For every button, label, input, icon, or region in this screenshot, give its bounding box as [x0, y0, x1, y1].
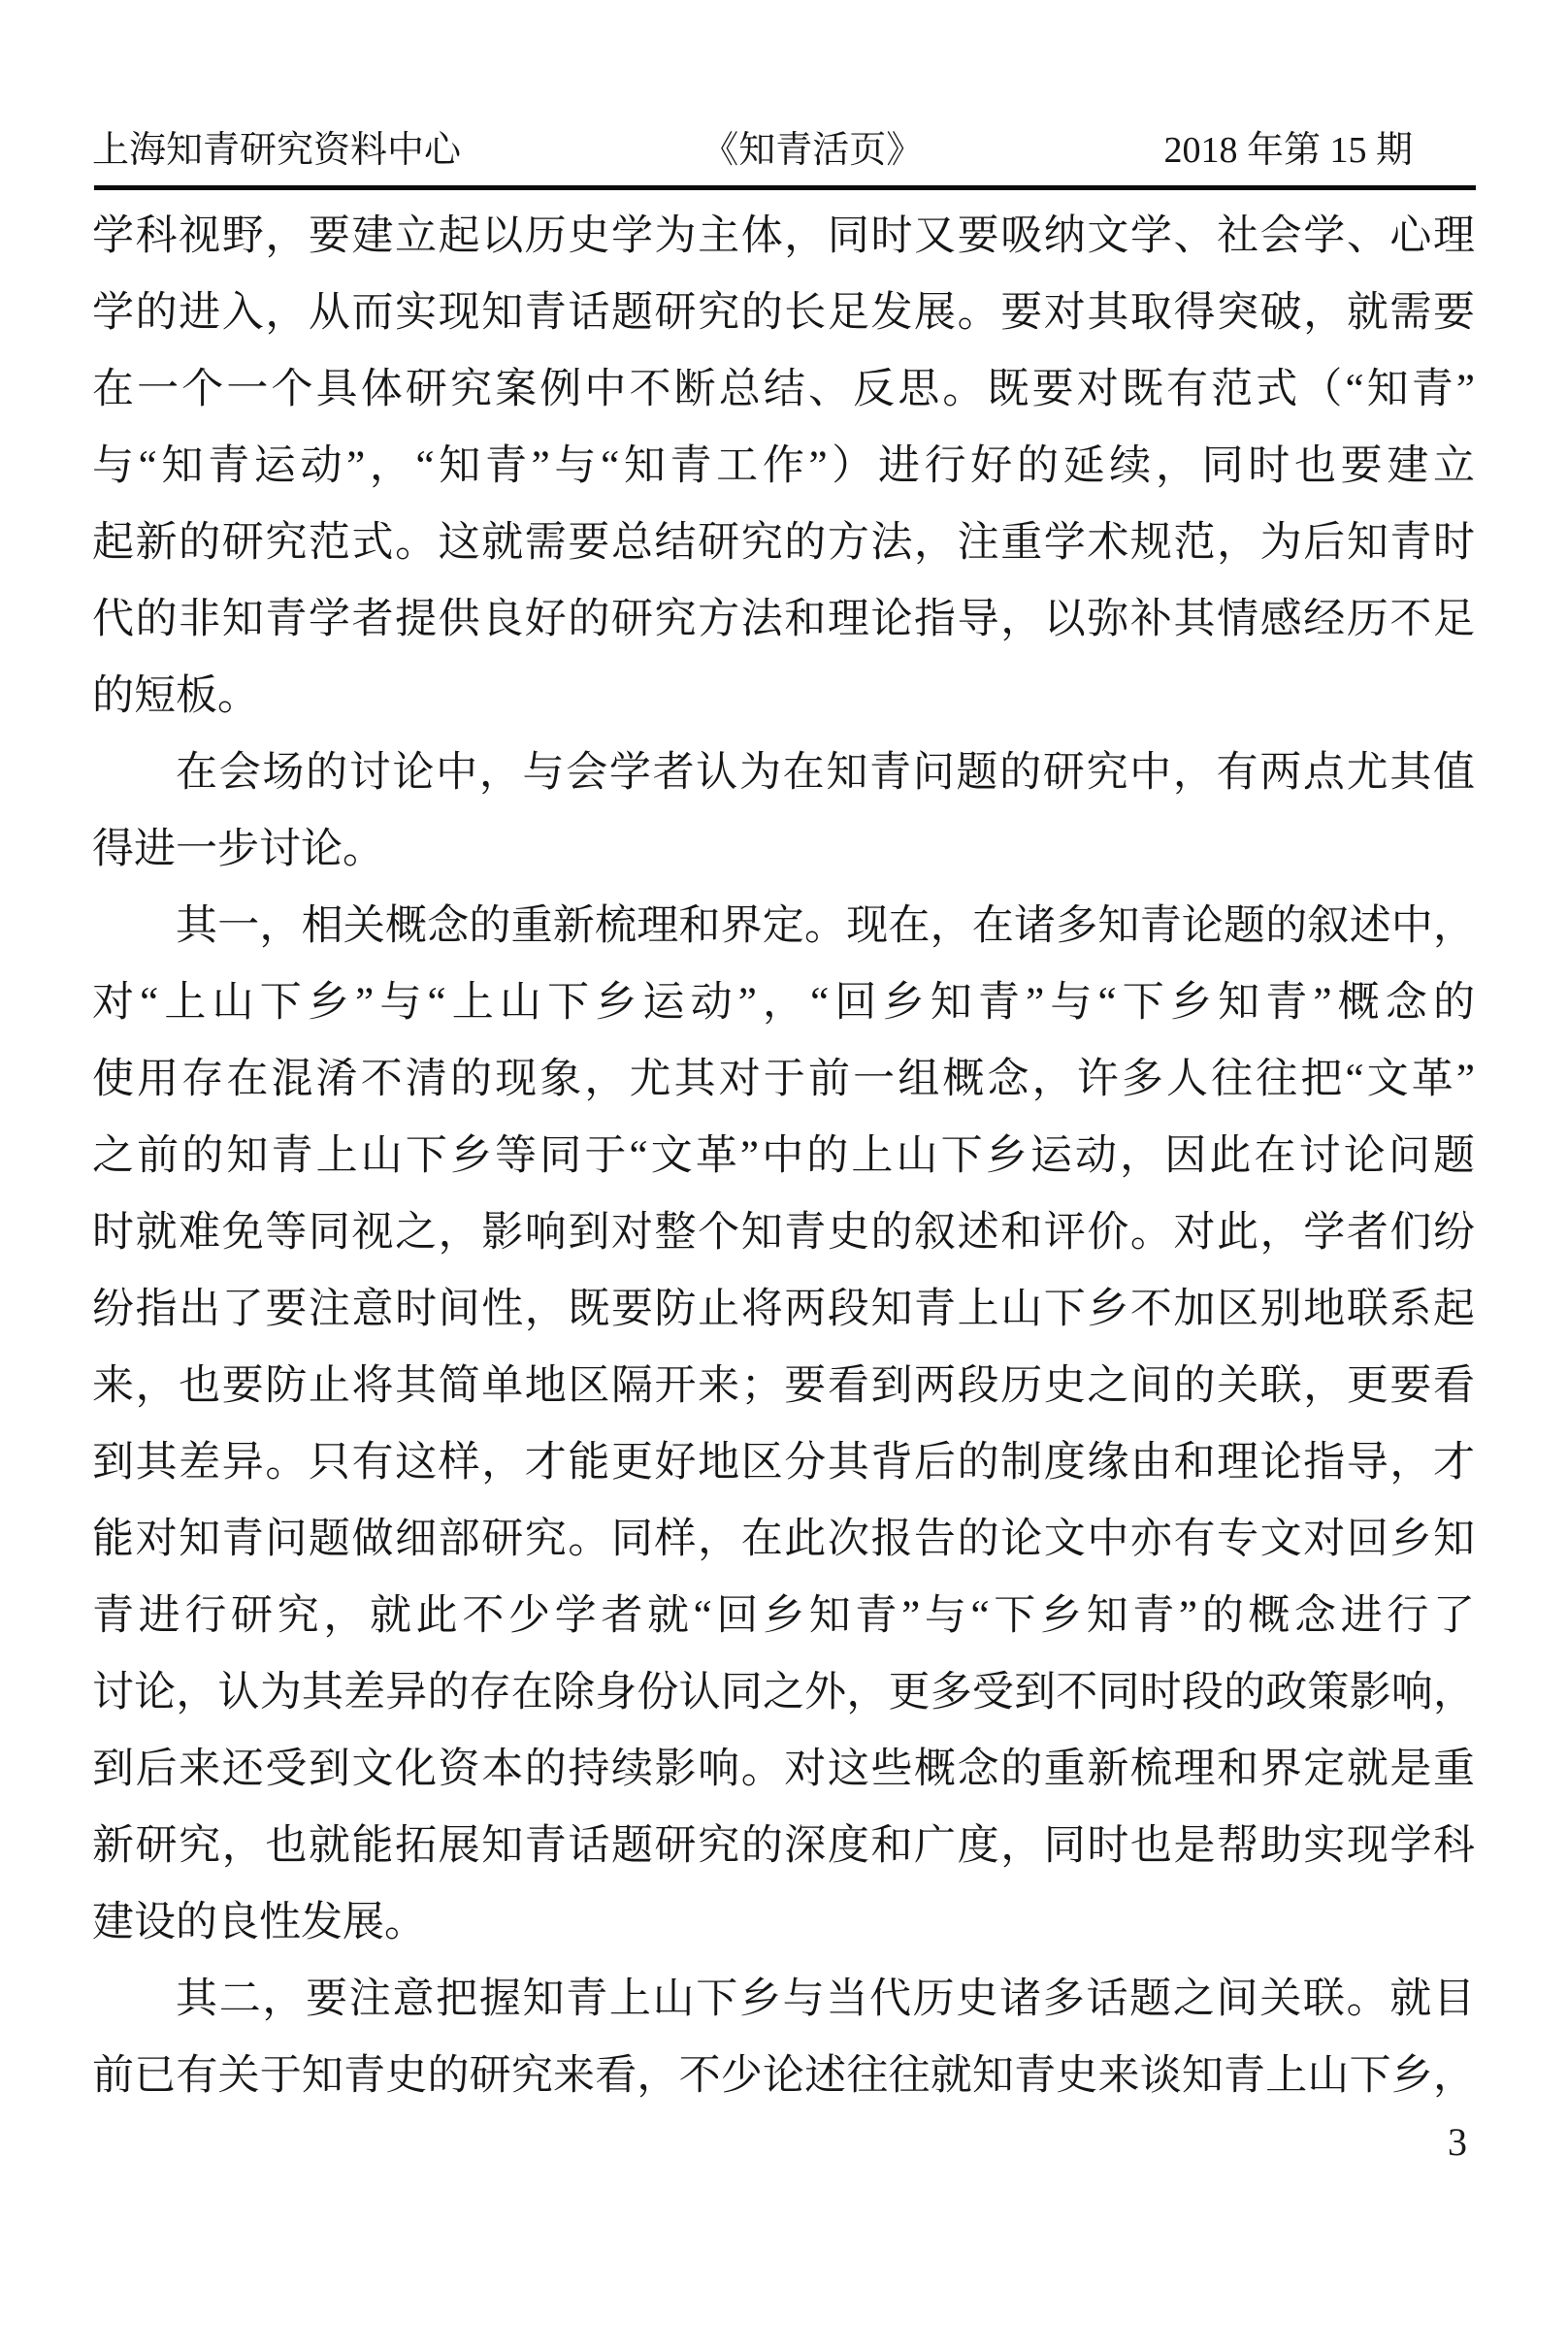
text-line: 新研究，也就能拓展知青话题研究的深度和广度，同时也是帮助实现学科: [92, 1823, 1475, 1869]
text-line: 代的非知青学者提供良好的研究方法和理论指导，以弥补其情感经历不足: [92, 597, 1475, 642]
text-line: 青进行研究，就此不少学者就“回乡知青”与“下乡知青”的概念进行了: [92, 1593, 1475, 1639]
header-publication-title: 《知青活页》: [702, 130, 924, 171]
header-divider: [94, 185, 1476, 190]
text-line: 对“上山下乡”与“上山下乡运动”，“回乡知青”与“下乡知青”概念的: [92, 980, 1475, 1026]
text-line: 其二，要注意把握知青上山下乡与当代历史诸多话题之间关联。就目: [176, 1976, 1475, 2022]
header-issue: 2018 年第 15 期: [1163, 130, 1413, 171]
text-line: 的短板。: [92, 673, 259, 719]
text-line: 学的进入，从而实现知青话题研究的长足发展。要对其取得突破，就需要: [92, 290, 1475, 336]
text-line: 讨论，认为其差异的存在除身份认同之外，更多受到不同时段的政策影响，: [92, 1670, 1475, 1715]
text-line: 到后来还受到文化资本的持续影响。对这些概念的重新梳理和界定就是重: [92, 1747, 1475, 1792]
text-line: 能对知青问题做细部研究。同样，在此次报告的论文中亦有专文对回乡知: [92, 1517, 1475, 1562]
text-line: 前已有关于知青史的研究来看，不少论述往往就知青史来谈知青上山下乡，: [92, 2053, 1475, 2099]
text-line: 学科视野，要建立起以历史学为主体，同时又要吸纳文学、社会学、心理: [92, 213, 1475, 259]
page-header: [92, 128, 1475, 173]
page-number: 3: [1448, 2120, 1467, 2164]
text-line: 其一，相关概念的重新梳理和界定。现在，在诸多知青论题的叙述中，: [176, 903, 1475, 949]
text-line: 纷指出了要注意时间性，既要防止将两段知青上山下乡不加区别地联系起: [92, 1287, 1475, 1332]
text-line: 之前的知青上山下乡等同于“文革”中的上山下乡运动，因此在讨论问题: [92, 1133, 1475, 1179]
text-line: 起新的研究范式。这就需要总结研究的方法，注重学术规范，为后知青时: [92, 520, 1475, 566]
text-line: 在会场的讨论中，与会学者认为在知青问题的研究中，有两点尤其值: [176, 750, 1475, 796]
document-body: [92, 198, 1475, 2114]
text-line: 得进一步讨论。: [92, 827, 384, 872]
text-line: 时就难免等同视之，影响到对整个知青史的叙述和评价。对此，学者们纷: [92, 1210, 1475, 1256]
text-line: 使用存在混淆不清的现象，尤其对于前一组概念，许多人往往把“文革”: [92, 1057, 1475, 1102]
text-line: 在一个一个具体研究案例中不断总结、反思。既要对既有范式（“知青”: [92, 367, 1475, 412]
text-line: 与“知青运动”，“知青”与“知青工作”）进行好的延续，同时也要建立: [92, 443, 1475, 489]
header-publisher: 上海知青研究资料中心: [92, 130, 462, 171]
text-line: 来，也要防止将其简单地区隔开来；要看到两段历史之间的关联，更要看: [92, 1363, 1475, 1409]
text-line: 到其差异。只有这样，才能更好地区分其背后的制度缘由和理论指导，才: [92, 1440, 1475, 1486]
text-line: 建设的良性发展。: [92, 1900, 426, 1945]
